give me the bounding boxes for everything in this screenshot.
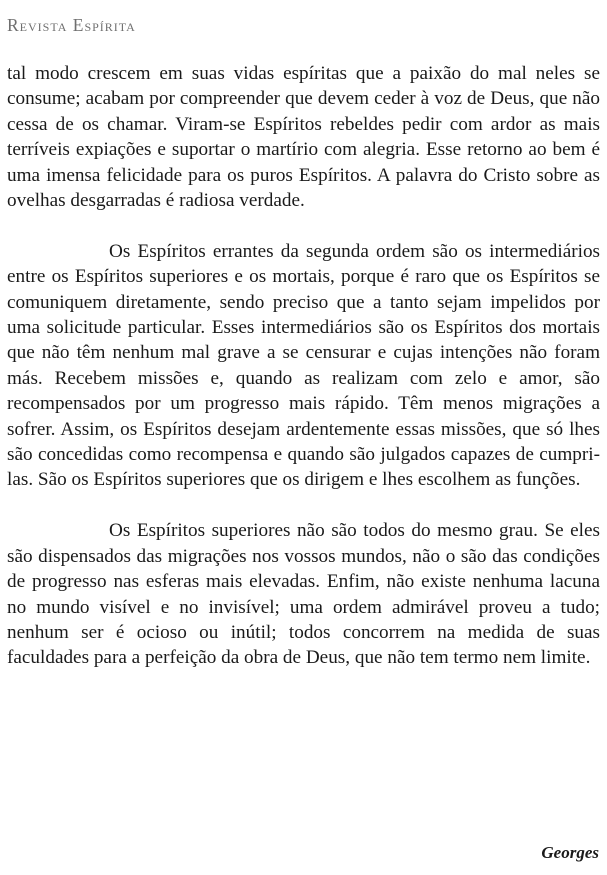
paragraph-superior-spirits: Os Espíritos superiores não são todos do mesmo grau. Se eles são dispensados das migrações nos vossos mundos, não o são das condições de progresso nas esferas mais elevadas. Enfim, não existe nenhuma lacuna no mundo visível e no invisível; uma ordem admirável proveu a tudo; nenhum ser é ocioso ou inútil; todos concorrem na medida de suas faculdades para a perfeição da obra de Deus, que não tem termo nem limite.	[7, 520, 600, 669]
paragraph-errant-spirits: Os Espíritos errantes da segunda ordem são os intermediários entre os Espíritos superiores e os mortais, porque é raro que os Espíritos se comuniquem diretamente, sendo preciso que a tanto sejam impelidos por uma solicitude particular. Esses intermediários são os Espíritos dos mortais que não têm nenhum mal grave a se censurar e cujas intenções não foram más. Recebem missões e, quando as realizam com zelo e amor, são recompensados por um progresso mais rápido. Têm menos migrações a sofrer. Assim, os Espíritos desejam ardentemente essas missões, que só lhes são concedidas como recompensa e quando são julgados capazes de cumpri-las. São os Espíritos superiores que os dirigem e lhes escolhem as funções.	[7, 240, 600, 491]
paragraph-continuation: tal modo crescem em suas vidas espíritas que a paixão do mal neles se consume; acabam por compreender que devem ceder à voz de Deus, que não cessa de os chamar. Viram-se Espíritos rebeldes pedir com ardor as mais terríveis expiações e suportar o martírio com alegria. Esse retorno ao bem é uma imensa felicidade para os puros Espíritos. A palavra do Cristo sobre as ovelhas desgarradas é radiosa verdade.	[7, 63, 600, 212]
body-text	[7, 61, 600, 671]
author-signature: Georges	[541, 843, 599, 862]
running-header: Revista Espírita	[7, 15, 136, 35]
